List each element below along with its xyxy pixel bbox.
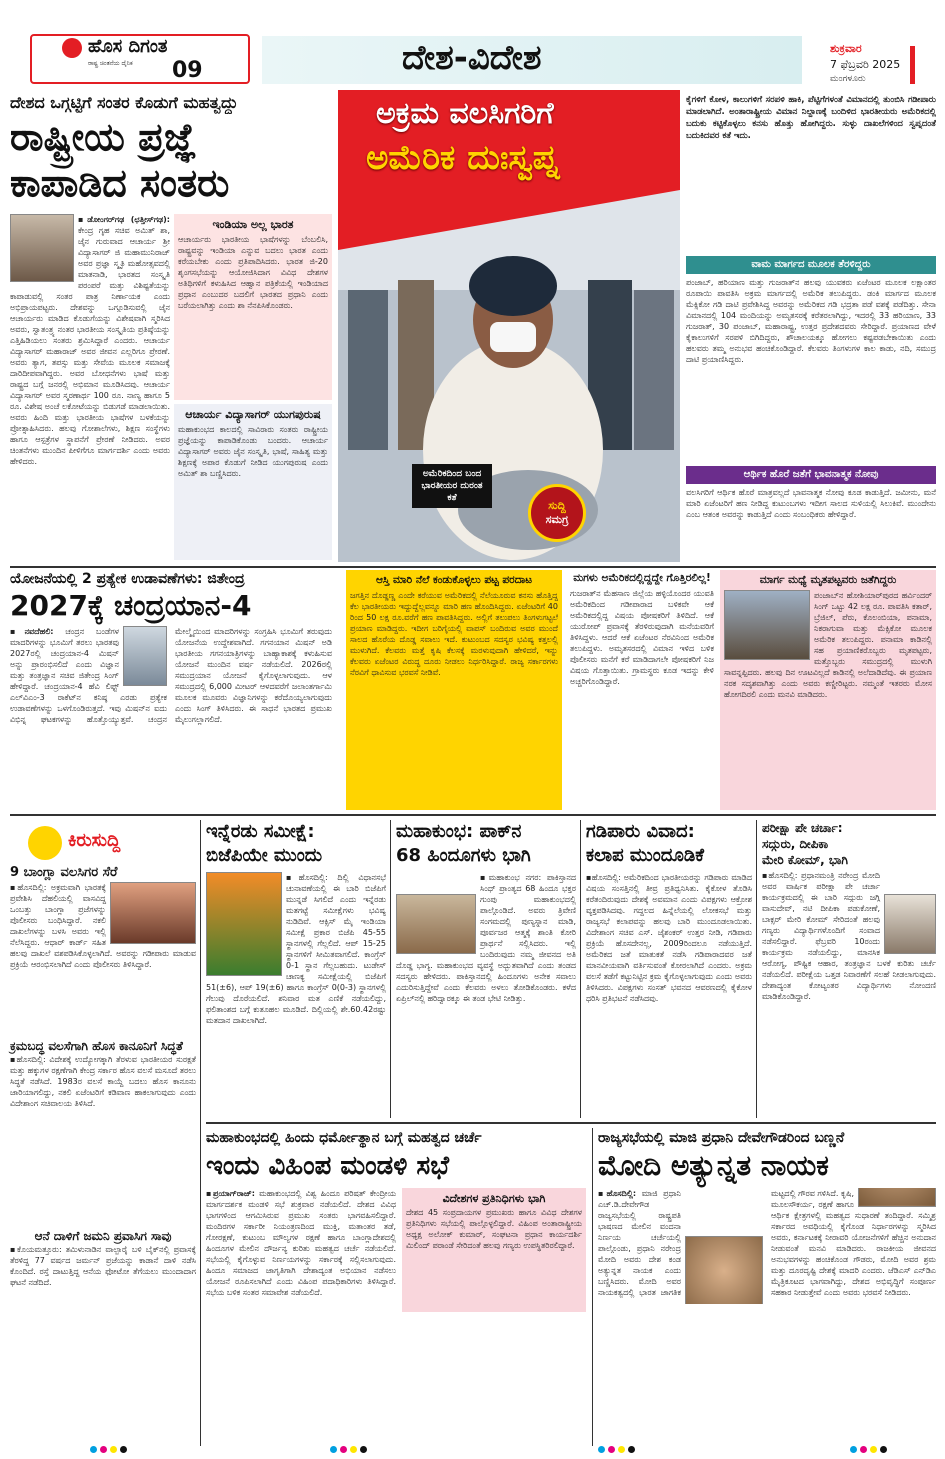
daughter-box [568,570,716,810]
rule-v3 [580,820,581,1118]
property-title: ಆಸ್ತಿ ಮಾರಿ ನೆಲೆ ಕಂಡುಕೊಳ್ಳಲು ಪಟ್ಟ ಪರದಾಟ [375,574,533,586]
property-body: ಜಗತ್ತಿನ ದೊಡ್ಡಣ್ಣ ಎಂದೇ ಕರೆಯುವ ಅಮೆರಿಕದಲ್ಲಿ ನೆಲೆಯೂರುವ ಕನಸು ಹೊತ್ತಿದ್ದ ಕೆಲ ಭಾರತೀಯರು ಇದ್ದುದ್ದೆಲ್ಲವನ್ನೂ ಮಾರಿ ಹಣ ಹೊಂದಿಸಿದ್ದರು. ಏಜೆಂಟರಿಗೆ 40 ರಿಂದ 50 ಲಕ್ಷ ರೂ.ವರೆಗೆ ಹಣ ಪಾವತಿಸಿದ್ದರು. ಅಲ್ಲಿಗೆ ತಲುಪಲು ತಿಂಗಳುಗಟ್ಟಲೆ ಪ್ರಯಾಣ ಮಾಡಿದ್ದರು. ಇದೀಗ ಬರಿಗೈಯಲ್ಲಿ ವಾಪಸ್ ಬಂದಿರುವ ಅವರ ಮುಂದೆ ಸಾಲದ ಹೊರೆಯ ದೊಡ್ಡ ಸವಾಲು ಇದೆ. ಕುಟುಂಬದ ಸದಸ್ಯರ ಭವಿಷ್ಯ ಕತ್ತಲಲ್ಲಿ ಮುಳುಗಿದೆ. ಕೆಲವರು ಮತ್ತೆ ಕೃಷಿ ಕೆಲಸಕ್ಕೆ ಮರಳುವುದಾಗಿ ಹೇಳಿದರೆ, ಇನ್ನು ಕೆಲವರು ಏಜೆಂಟರ ವಿರುದ್ಧ ದೂರು ನೀಡಲು ನಿರ್ಧರಿಸಿದ್ದಾರೆ. ರಾಜ್ಯ ಸರ್ಕಾರಗಳು ನೆರವಿಗೆ ಧಾವಿಸುವ ಭರವಸೆ ನೀಡಿವೆ. [350,591,558,677]
moon-body: ಚಂದ್ರನ ಬಂಡೆಗಳ ಮಾದರಿಗಳನ್ನು ಭೂಮಿಗೆ ತರಲು ಭಾರತವು 2027ರಲ್ಲಿ ಚಂದ್ರಯಾನ-4 ಮಿಷನ್ ಅನ್ನು ಪ್ರಾರಂಭಿಸಲಿದೆ ಎಂದು ವಿಜ್ಞಾನ ಮತ್ತು ತಂತ್ರಜ್ಞಾನ ಸಚಿವ ಜಿತೇಂದ್ರ ಸಿಂಗ್ ಹೇಳಿದ್ದಾರೆ. ಚಂದ್ರಯಾನ-4 ಹೆವಿ ಲಿಫ್ಟ್ ಎಲ್‌ವಿಎಂ-3 ರಾಕೆಟ್‌ನ ಕನಿಷ್ಠ ಎರಡು ಪ್ರತ್ಯೇಕ ಉಡಾವಣೆಗಳನ್ನು ಒಳಗೊಂಡಿರುತ್ತದೆ. ಇವು ಮಿಷನ್‌ನ ಐದು ವಿಭಿನ್ನ ಘಟಕಗಳನ್ನು ಹೊತ್ತೊಯ್ಯುತ್ತವೆ. ಚಂದ್ರನ ಮೇಲ್ಮೈಯಿಂದ ಮಾದರಿಗಳನ್ನು ಸಂಗ್ರಹಿಸಿ ಭೂಮಿಗೆ ತರುವುದು ಯೋಜನೆಯ ಉದ್ದೇಶವಾಗಿದೆ. ಗಗನಯಾನ ಮಿಷನ್ ಅಡಿ ಭಾರತೀಯ ಗಗನಯಾತ್ರಿಗಳನ್ನು ಬಾಹ್ಯಾಕಾಶಕ್ಕೆ ಕಳುಹಿಸುವ ಯೋಜನೆ ಮುಂದಿನ ವರ್ಷ ನಡೆಯಲಿದೆ. 2026ರಲ್ಲಿ ಸಮುದ್ರಯಾನ ಯೋಜನೆ ಕೈಗೊಳ್ಳಲಾಗುವುದು. ಆಳ ಸಮುದ್ರದಲ್ಲಿ 6,000 ಮೀಟರ್ ಆಳದವರೆಗೆ ಜಲಾಂತರ್ಗಾಮಿ ಮೂಲಕ ಮೂವರು ವಿಜ್ಞಾನಿಗಳನ್ನು ಕರೆದೊಯ್ಯಲಾಗುವುದು ಎಂದು ಸಿಂಗ್ ತಿಳಿಸಿದರು. ಈ ಸಾಧನೆ ಭಾರತದ ಪ್ರಮುಖ ಮೈಲುಗಲ್ಲಾಗಲಿದೆ. [10,627,332,724]
delhi-poll-story [206,820,386,1118]
deve-headline: ಮೋದಿ ಅತ್ಯುನ್ನತ ನಾಯಕ [598,1149,829,1182]
logo-emblem-icon [62,38,82,58]
property-box [346,570,562,810]
america-photo-caption [412,464,492,508]
masthead-red-bar [910,46,915,84]
kumbh-photo [396,894,476,954]
kiru-item-1-title: 9 ಬಾಂಗ್ಲಾ ವಲಸಿಗರ ಸೆರೆ [10,865,118,880]
america-photo-block [338,90,680,562]
kumbh-pak-headline-1: ಮಹಾಕುಂಭ: ಪಾಕ್‌ನ [396,821,522,842]
kumbh-pak-body: ▪ಮಹಾಕುಂಭ ನಗರ: ಪಾಕಿಸ್ತಾನದ ಸಿಂಧ್ ಪ್ರಾಂತ್ಯದ 68 ಹಿಂದೂ ಭಕ್ತರ ಗುಂಪು ಮಹಾಕುಂಭದಲ್ಲಿ ಪಾಲ್ಗೊಂಡಿದೆ. ಅವರು ತ್ರಿವೇಣಿ ಸಂಗಮದಲ್ಲಿ ಪುಣ್ಯಸ್ನಾನ ಮಾಡಿ, ಪೂರ್ವಜರ ಆತ್ಮಕ್ಕೆ ಶಾಂತಿ ಕೋರಿ ಪ್ರಾರ್ಥನೆ ಸಲ್ಲಿಸಿದರು. ಇಲ್ಲಿ ಬಂದಿರುವುದು ನಮ್ಮ ಜೀವನದ ಅತಿ ದೊಡ್ಡ ಭಾಗ್ಯ. ಮಹಾಕುಂಭದ ವ್ಯವಸ್ಥೆ ಅದ್ಭುತವಾಗಿದೆ ಎಂದು ತಂಡದ ಸದಸ್ಯರು ಹೇಳಿದರು. ಪಾಕಿಸ್ತಾನದಲ್ಲಿ ಹಿಂದೂಗಳು ಅನೇಕ ಸವಾಲು ಎದುರಿಸುತ್ತಿದ್ದೇವೆ ಎಂದು ಕೆಲವರು ಅಳಲು ತೋಡಿಕೊಂಡರು. ಕಳೆದ ಏಪ್ರಿಲ್‌ನಲ್ಲಿ ಹರಿದ್ವಾರಕ್ಕೂ ಈ ತಂಡ ಭೇಟಿ ನೀಡಿತ್ತು. [396,873,576,1003]
america-caption-text: ಅಮೆರಿಕದಿಂದ ಬಂದ ಭಾರತೀಯರ ದುರಂತ ಕತೆ [421,469,483,503]
bjp-rally-photo [206,872,282,976]
santh-headline-2: ಕಾಪಾಡಿದ ಸಂತರು [10,161,230,205]
santh-headline-1: ರಾಷ್ಟ್ರೀಯ ಪ್ರಜ್ಞೆ [10,115,197,159]
rule-2 [10,814,936,816]
pariksha-headline-3: ಮೇರಿ ಕೋಮ್, ಭಾಗಿ [762,853,848,867]
print-dots-left [90,1446,127,1453]
delhi-poll-headline-1: ಇನ್ನೆರಡು ಸಮೀಕ್ಷೆ: [206,821,315,842]
rocket-photo [123,626,167,686]
route-photo [724,590,810,660]
megaphone-icon [28,826,62,860]
deport-headline-1: ಗಡಿಪಾರು ವಿವಾದ: [586,821,695,842]
santh-dateline: ▪ಡೋಂಗರ್‌ಗಢ (ಛತ್ತೀಸ್‌ಗಢ): [78,215,170,224]
arthika-body: ವಲಸಿಗರಿಗೆ ಆರ್ಥಿಕ ಹೊರೆ ಮಾತ್ರವಲ್ಲದೆ ಭಾವನಾತ್ಮಕ ನೋವು ಕೂಡ ಕಾಡುತ್ತಿದೆ. ಜಮೀನು, ಮನೆ ಮಾರಿ ಏಜೆಂಟರಿಗೆ ಹಣ ನೀಡಿದ್ದ ಕುಟುಂಬಗಳು ಇದೀಗ ಸಾಲದ ಸುಳಿಯಲ್ಲಿ ಸಿಲುಕಿವೆ. ಮುಂದೇನು ಎಂಬ ಆತಂಕ ಅವರನ್ನು ಕಾಡುತ್ತಿದೆ ಎಂದು ಸಂಬಂಧಿಕರು ಹೇಳಿದ್ದಾರೆ. [686,488,936,519]
print-dots-far-right [850,1446,887,1453]
route-title: ಮಾರ್ಗ ಮಧ್ಯೆ ಮೃತಪಟ್ಟವರು ಜತೆಗಿದ್ದರು [759,574,897,586]
arthika-title-bar [686,466,936,484]
samagra-badge [528,484,586,542]
santh-body: ಕೇಂದ್ರ ಗೃಹ ಸಚಿವ ಅಮಿತ್ ಶಾ, ಜೈನ ಗುರುವಾದ ಆಚಾರ್ಯ ಶ್ರೀ ವಿದ್ಯಾಸಾಗರ್ ಜಿ ಮಹಾಮುನಿರಾಜ್ ಅವರ ಪ್ರಜ್ಞಾ ಸ್ಮೃತಿ ಮಹೋತ್ಸವದಲ್ಲಿ ಮಾತನಾಡಿ, ಭಾರತದ ಸಂಸ್ಕೃತಿ ಪರಂಪರೆ ಮತ್ತು ವಿಶಿಷ್ಟತೆಯನ್ನು ಕಾಪಾಡುವಲ್ಲಿ ಸಂತರ ಪಾತ್ರ ನಿರ್ಣಾಯಕ ಎಂದು ಅಭಿಪ್ರಾಯಪಟ್ಟರು. ದೇಶವನ್ನು ಒಗ್ಗೂಡಿಸುವಲ್ಲಿ ಜೈನ ಆಚಾರ್ಯರು ಮಾಡಿದ ಕೊಡುಗೆಯನ್ನು ವಿಶೇಷವಾಗಿ ಸ್ಮರಿಸಿದ ಅವರು, ಸ್ವಾತಂತ್ರ್ಯ ನಂತರ ಭಾರತೀಯ ಸಂಸ್ಕೃತಿಯ ಪ್ರತಿಷ್ಠೆಯನ್ನು ಎತ್ತಿಹಿಡಿಯಲು ಸಂತರು ಶ್ರಮಿಸಿದ್ದಾರೆ ಎಂದರು. ಆಚಾರ್ಯ ವಿದ್ಯಾಸಾಗರ್ ಮಹಾರಾಜ್ ಅವರ ಜೀವನ ಎಲ್ಲರಿಗೂ ಪ್ರೇರಣೆ. ಅವರು ತ್ಯಾಗ, ತಪಸ್ಸು ಮತ್ತು ಸೇವೆಯ ಮೂಲಕ ಸಮಾಜಕ್ಕೆ ದಾರಿದೀಪವಾಗಿದ್ದರು. ಅವರ ಬೋಧನೆಗಳು ಭಾಷೆ ಮತ್ತು ರಾಷ್ಟ್ರದ ಬಗ್ಗೆ ಜನರಲ್ಲಿ ಅಭಿಮಾನ ಮೂಡಿಸಿದವು. ಆಚಾರ್ಯ ವಿದ್ಯಾಸಾಗರ್ ಅವರ ಸ್ಮರಣಾರ್ಥ 100 ರೂ. ನಾಣ್ಯ ಹಾಗೂ 5 ರೂ. ವಿಶೇಷ ಅಂಚೆ ಲಕೋಟೆಯನ್ನು ಬಿಡುಗಡೆ ಮಾಡಲಾಯಿತು. ಅವರು ಹಿಂದಿ ಮತ್ತು ಭಾರತೀಯ ಭಾಷೆಗಳ ಬಳಕೆಯನ್ನು ಪ್ರೋತ್ಸಾಹಿಸಿದರು. ಹಲವು ಗೋಶಾಲೆಗಳು, ಶಿಕ್ಷಣ ಸಂಸ್ಥೆಗಳು ಹಾಗೂ ಆಸ್ಪತ್ರೆಗಳ ಸ್ಥಾಪನೆಗೆ ಪ್ರೇರಣೆ ನೀಡಿದರು. ಅವರ ಚಿಂತನೆಗಳು ಮುಂದಿನ ಪೀಳಿಗೆಗೂ ಮಾರ್ಗದರ್ಶಿ ಎಂದು ಅವರು ಹೇಳಿದರು. [10,226,170,466]
vhp-dateline: ▪ಪ್ರಯಾಗ್‌ರಾಜ್: [206,1189,256,1198]
kiru-item-1-photo [110,882,196,944]
santh-story [10,92,332,562]
vhp-story [206,1128,586,1446]
moon-kicker: ಯೋಜನೆಯಲ್ಲಿ 2 ಪ್ರತ್ಯೇಕ ಉಡಾವಣೆಗಳು: ಜಿತೇಂದ್ರ [10,571,245,587]
vhp-delegates-box [402,1188,586,1312]
kiru-item-2-body: ▪ಹೊಸದಿಲ್ಲಿ: ವಿದೇಶಕ್ಕೆ ಉದ್ಯೋಗಕ್ಕಾಗಿ ತೆರಳುವ ಭಾರತೀಯರ ಸುರಕ್ಷತೆ ಮತ್ತು ಹಕ್ಕುಗಳ ರಕ್ಷಣೆಗಾಗಿ ಕೇಂದ್ರ ಸರ್ಕಾರ ಹೊಸ ವಲಸೆ ಮಸೂದೆ ತರಲು ಸಿದ್ಧತೆ ನಡೆಸಿದೆ. 1983ರ ವಲಸೆ ಕಾಯ್ದೆ ಬದಲು ಹೊಸ ಕಾನೂನು ಜಾರಿಯಾಗಲಿದ್ದು, ನಕಲಿ ಏಜೆಂಟರಿಗೆ ಕಡಿವಾಣ ಹಾಕಲಾಗುವುದು ಎಂದು ವಿದೇಶಾಂಗ ಸಚಿವಾಲಯ ತಿಳಿಸಿದೆ. [10,1055,196,1108]
badge-line-2: ಸಮಗ್ರ [545,513,569,526]
vama-body: ಪಂಜಾಬ್, ಹರಿಯಾಣ ಮತ್ತು ಗುಜರಾತ್‌ನ ಹಲವು ಯುವಕರು ಏಜೆಂಟರ ಮೂಲಕ ಲಕ್ಷಾಂತರ ರೂಪಾಯಿ ಪಾವತಿಸಿ ಅಕ್ರಮ ಮಾರ್ಗದಲ್ಲಿ ಅಮೆರಿಕ ತಲುಪಿದ್ದರು. ಡಂಕಿ ಮಾರ್ಗದ ಮೂಲಕ ಮೆಕ್ಸಿಕೋ ಗಡಿ ದಾಟಿ ಪ್ರವೇಶಿಸಿದ್ದ ಅವರನ್ನು ಅಮೆರಿಕದ ಗಡಿ ಭದ್ರತಾ ಪಡೆ ವಶಕ್ಕೆ ಪಡೆದಿತ್ತು. ಸೇನಾ ವಿಮಾನದಲ್ಲಿ 104 ಮಂದಿಯನ್ನು ಅಮೃತಸರಕ್ಕೆ ಕರೆತರಲಾಗಿದ್ದು, ಇದರಲ್ಲಿ 33 ಹರಿಯಾಣ, 33 ಗುಜರಾತ್, 30 ಪಂಜಾಬ್, ಮಹಾರಾಷ್ಟ್ರ, ಉತ್ತರ ಪ್ರದೇಶದವರು ಸೇರಿದ್ದಾರೆ. ಪ್ರಯಾಣದ ವೇಳೆ ಕೈಕಾಲುಗಳಿಗೆ ಸರಪಳಿ ಬಿಗಿದಿದ್ದರು, ಶೌಚಾಲಯಕ್ಕೂ ಹೋಗಲು ಕಷ್ಟಪಡಬೇಕಾಯಿತು ಎಂದು ಹಲವರು ತಮ್ಮ ಅನುಭವ ಹಂಚಿಕೊಂಡಿದ್ದಾರೆ. ಕೆಲವರು ತಿಂಗಳುಗಳ ಕಾಲ ಕಾಡು, ನದಿ, ಸಮುದ್ರ ದಾಟಿ ಪ್ರಯಾಣಿಸಿದ್ದರು. [686,278,936,364]
deport-headline-2: ಕಲಾಪ ಮುಂದೂಡಿಕೆ [586,845,705,866]
amit-shah-photo [10,214,74,282]
masthead-day: ಶುಕ್ರವಾರ [830,42,862,55]
vama-title-bar [686,256,936,274]
moon-story [10,570,332,810]
vama-box [686,256,936,456]
yugapurusha-body: ಮಹಾಕುಂಭದ ಕಾಲದಲ್ಲಿ ಸಾವಿರಾರು ಸಂತರು ರಾಷ್ಟ್ರೀಯ ಪ್ರಜ್ಞೆಯನ್ನು ಕಾಪಾಡಿಕೊಂಡು ಬಂದರು. ಆಚಾರ್ಯ ವಿದ್ಯಾಸಾಗರ್ ಅವರು ಜೈನ ಸಂಸ್ಕೃತಿ, ಭಾಷೆ, ಸಾಹಿತ್ಯ ಮತ್ತು ಶಿಕ್ಷಣಕ್ಕೆ ಅಪಾರ ಕೊಡುಗೆ ನೀಡಿದ ಯುಗಪುರುಷ ಎಂದು ಅಮಿತ್ ಶಾ ಬಣ್ಣಿಸಿದರು. [178,425,328,478]
kiru-item-1-body: ▪ಹೊಸದಿಲ್ಲಿ: ಅಕ್ರಮವಾಗಿ ಭಾರತಕ್ಕೆ ಪ್ರವೇಶಿಸಿ ದೆಹಲಿಯಲ್ಲಿ ವಾಸವಿದ್ದ ಒಂಬತ್ತು ಬಾಂಗ್ಲಾ ಪ್ರಜೆಗಳನ್ನು ಪೊಲೀಸರು ಬಂಧಿಸಿದ್ದಾರೆ. ನಕಲಿ ದಾಖಲೆಗಳನ್ನು ಬಳಸಿ ಅವರು ಇಲ್ಲಿ ನೆಲೆಸಿದ್ದರು. ಆಧಾರ್ ಕಾರ್ಡ್ ಸಹಿತ ಹಲವು ದಾಖಲೆ ವಶಪಡಿಸಿಕೊಳ್ಳಲಾಗಿದೆ. ಅವರನ್ನು ಗಡೀಪಾರು ಮಾಡುವ ಪ್ರಕ್ರಿಯೆ ಆರಂಭಿಸಲಾಗಿದೆ ಎಂದು ಪೊಲೀಸರು ತಿಳಿಸಿದ್ದಾರೆ. [10,883,196,969]
rule-v1 [200,820,201,1446]
vhp-box-body: ದೇಶದ 45 ಸಂಪ್ರದಾಯಗಳ ಪ್ರಮುಖರು ಹಾಗೂ ವಿವಿಧ ದೇಶಗಳ ಪ್ರತಿನಿಧಿಗಳು ಸಭೆಯಲ್ಲಿ ಪಾಲ್ಗೊಳ್ಳಲಿದ್ದಾರೆ. ವಿಹಿಂಪ ಅಂತಾರಾಷ್ಟ್ರೀಯ ಅಧ್ಯಕ್ಷ ಅಲೋಕ್ ಕುಮಾರ್, ಸಂಘಟನಾ ಪ್ರಧಾನ ಕಾರ್ಯದರ್ಶಿ ಮಿಲಿಂದ್ ಪರಾಂಡೆ ಸೇರಿದಂತೆ ಹಲವು ಗಣ್ಯರು ಉಪಸ್ಥಿತರಿರಲಿದ್ದಾರೆ. [406,1208,582,1250]
delhi-poll-body: ▪ಹೊಸದಿಲ್ಲಿ: ದಿಲ್ಲಿ ವಿಧಾನಸಭೆ ಚುನಾವಣೆಯಲ್ಲಿ ಈ ಬಾರಿ ಬಿಜೆಪಿಗೆ ಮುನ್ನಡೆ ಸಿಗಲಿದೆ ಎಂದು ಇನ್ನೆರಡು ಮತಗಟ್ಟೆ ಸಮೀಕ್ಷೆಗಳು ಭವಿಷ್ಯ ನುಡಿದಿವೆ. ಆಕ್ಸಿಸ್ ಮೈ ಇಂಡಿಯಾ ಸಮೀಕ್ಷೆ ಪ್ರಕಾರ ಬಿಜೆಪಿ 45-55 ಸ್ಥಾನಗಳಲ್ಲಿ ಗೆಲ್ಲಲಿದೆ. ಆಪ್ 15-25 ಸ್ಥಾನಗಳಿಗೆ ಸೀಮಿತವಾಗಲಿದೆ. ಕಾಂಗ್ರೆಸ್ 0-1 ಸ್ಥಾನ ಗೆಲ್ಲಬಹುದು. ಟುಡೇಸ್ ಚಾಣಕ್ಯ ಸಮೀಕ್ಷೆಯಲ್ಲಿ ಬಿಜೆಪಿಗೆ 51(±6), ಆಪ್ 19(±6) ಹಾಗೂ ಕಾಂಗ್ರೆಸ್ 0(0-3) ಸ್ಥಾನಗಳಲ್ಲಿ ಗೆಲುವು ದೊರೆಯಲಿದೆ. ಶನಿವಾರ ಮತ ಎಣಿಕೆ ನಡೆಯಲಿದ್ದು, ಫಲಿತಾಂಶದ ಬಗ್ಗೆ ಕುತೂಹಲ ಮೂಡಿದೆ. ದಿಲ್ಲಿಯಲ್ಲಿ ಶೇ.60.42ರಷ್ಟು ಮತದಾನ ದಾಖಲಾಗಿದೆ. [206,873,386,1025]
rule-1 [10,566,936,568]
kiru-logo-text: ಕಿರುಸುದ್ದಿ [68,830,121,851]
india-bharat-body: ಆಚಾರ್ಯರು ಭಾರತೀಯ ಭಾಷೆಗಳನ್ನು ಬೆಂಬಲಿಸಿ, ರಾಷ್ಟ್ರವನ್ನು ಇಂಡಿಯಾ ಎನ್ನುವ ಬದಲು ಭಾರತ ಎಂದು ಕರೆಯಬೇಕು ಎಂದು ಪ್ರತಿಪಾದಿಸಿದರು. ಭಾರತ ಜಿ-20 ಶೃಂಗಸಭೆಯನ್ನು ಆಯೋಜಿಸಿದಾಗ ವಿವಿಧ ದೇಶಗಳ ಅತಿಥಿಗಳಿಗೆ ಕಳುಹಿಸಿದ ಆಹ್ವಾನ ಪತ್ರಿಕೆಯಲ್ಲಿ ಇಂಡಿಯಾದ ಪ್ರಧಾನ ಎಂಬುದರ ಬದಲಿಗೆ ಭಾರತದ ಪ್ರಧಾನಿ ಎಂದು ಬರೆಯಲಾಗಿತ್ತು ಎಂದು ಶಾ ನೆನಪಿಸಿಕೊಂಡರು. [178,235,328,310]
kumbh-pak-story [396,820,576,1118]
moon-headline: 2027ಕ್ಕೆ ಚಂದ್ರಯಾನ-4 [10,589,252,622]
india-bharat-box [174,214,332,400]
vama-title: ವಾಮ ಮಾರ್ಗದ ಮೂಲಕ ತೆರಳಿದ್ದರು [751,259,871,270]
rule-v4 [756,820,757,1118]
kumbh-pak-headline-2: 68 ಹಿಂದೂಗಳು ಭಾಗಿ [396,845,531,866]
rule-3 [206,1122,936,1124]
sadhguru-photo [884,894,936,954]
delhi-poll-headline-2: ಬಿಜೆಪಿಯೇ ಮುಂದು [206,845,323,866]
arthika-box [686,466,936,562]
vhp-kicker: ಮಹಾಕುಂಭದಲ್ಲಿ ಹಿಂದು ಧರ್ಮೋತ್ಥಾನ ಬಗ್ಗೆ ಮಹತ್ವದ ಚರ್ಚೆ [206,1130,482,1146]
print-dots-right [598,1446,635,1453]
pariksha-headline-2: ಸದ್ಗುರು, ದೀಪಿಕಾ [762,837,829,851]
kiru-item-3-title: ಆನೆ ದಾಳಿಗೆ ಜಮನಿ ಪ್ರವಾಸಿಗ ಸಾವು [34,1229,172,1243]
daughter-title: ಮಗಳು ಅಮೆರಿಕದಲ್ಲಿದ್ದದ್ದೇ ಗೊತ್ತಿರಲಿಲ್ಲ! [573,572,711,584]
daughter-body: ಗುಜರಾತ್‌ನ ಮೆಹಸಾಣ ಜಿಲ್ಲೆಯ ಹಳ್ಳಿಯೊಂದರ ಯುವತಿ ಅಮೆರಿಕದಿಂದ ಗಡೀಪಾರಾದ ಬಳಿಕವೇ ಆಕೆ ಅಮೆರಿಕದಲ್ಲಿದ್ದ ವಿಷಯ ಪೋಷಕರಿಗೆ ತಿಳಿದಿದೆ. ಆಕೆ ಯುರೋಪ್ ಪ್ರವಾಸಕ್ಕೆ ತೆರಳಿರುವುದಾಗಿ ಮನೆಯವರಿಗೆ ತಿಳಿಸಿದ್ದಳು. ಆದರೆ ಆಕೆ ಏಜೆಂಟರ ನೆರವಿನಿಂದ ಅಮೆರಿಕ ತಲುಪಿದ್ದಳು. ಅಮೃತಸರದಲ್ಲಿ ವಿಮಾನ ಇಳಿದ ಬಳಿಕ ಪೊಲೀಸರು ಮನೆಗೆ ಕರೆ ಮಾಡಿದಾಗಲೇ ಪೋಷಕರಿಗೆ ನಿಜ ವಿಷಯ ಗೊತ್ತಾಯಿತು. ಗ್ರಾಮಸ್ಥರು ಕೂಡ ಇದನ್ನು ಕೇಳಿ ಅಚ್ಚರಿಗೊಂಡಿದ್ದಾರೆ. [570,589,714,686]
america-intro: ಕೈಗಳಿಗೆ ಕೋಳ, ಕಾಲುಗಳಿಗೆ ಸರಪಳಿ ಹಾಕಿ, ಪೆಟ್ಟಿಗೆಗಳಂತೆ ವಿಮಾನದಲ್ಲಿ ತುಂಬಿಸಿ ಗಡೀಪಾರು ಮಾಡಲಾಗಿದೆ. ಅಂತಾರಾಷ್ಟ್ರೀಯ ವಿಮಾನ ನಿಲ್ದಾಣಕ್ಕೆ ಬಂದಿಳಿದ ಭಾರತೀಯರು ಅಮೆರಿಕದಲ್ಲಿ ಬದುಕು ಕಟ್ಟಿಕೊಳ್ಳಲು ಕನಸು ಹೊತ್ತು ಹೋಗಿದ್ದರು. ಸುಳ್ಳು ದಾಖಲೆಗಳಿಂದ ಸ್ವಪ್ನದಂತೆ ಬದುಕಿದವರ ಕತೆ ಇದು. [686,95,936,141]
section-title: ದೇಶ-ವಿದೇಶ [402,38,542,78]
arthika-title: ಆರ್ಥಿಕ ಹೊರೆ ಜತೆಗೆ ಭಾವನಾತ್ಮಕ ನೋವು [743,469,879,480]
deve-body: ಮಾಜಿ ಪ್ರಧಾನಿ ಎಚ್.ಡಿ.ದೇವೇಗೌಡ ರಾಜ್ಯಸಭೆಯಲ್ಲಿ ರಾಷ್ಟ್ರಪತಿ ಭಾಷಣದ ಮೇಲಿನ ವಂದನಾ ನಿರ್ಣಯ ಚರ್ಚೆಯಲ್ಲಿ ಪಾಲ್ಗೊಂಡು, ಪ್ರಧಾನಿ ನರೇಂದ್ರ ಮೋದಿ ಅವರು ದೇಶ ಕಂಡ ಅತ್ಯುನ್ನತ ನಾಯಕ ಎಂದು ಬಣ್ಣಿಸಿದರು. ಮೋದಿ ಅವರ ನಾಯಕತ್ವದಲ್ಲಿ ಭಾರತ ಜಾಗತಿಕ ಮಟ್ಟದಲ್ಲಿ ಗೌರವ ಗಳಿಸಿದೆ. ಕೃಷಿ, ಮೂಲಸೌಕರ್ಯ, ರಕ್ಷಣೆ ಹಾಗೂ ಆರ್ಥಿಕ ಕ್ಷೇತ್ರಗಳಲ್ಲಿ ಮಹತ್ವದ ಸುಧಾರಣೆ ತಂದಿದ್ದಾರೆ. ಸಮ್ಮಿಶ್ರ ಸರ್ಕಾರದ ಅವಧಿಯಲ್ಲಿ ಕೈಗೊಂಡ ನಿರ್ಧಾರಗಳನ್ನು ಸ್ಮರಿಸಿದ ಅವರು, ಕರ್ನಾಟಕಕ್ಕೆ ನೀರಾವರಿ ಯೋಜನೆಗಳಿಗೆ ಹೆಚ್ಚಿನ ಅನುದಾನ ನೀಡುವಂತೆ ಮನವಿ ಮಾಡಿದರು. ರಾಜಕೀಯ ಜೀವನದ ಅನುಭವಗಳನ್ನು ಹಂಚಿಕೊಂಡ ಗೌಡರು, ಮೋದಿ ಅವರ ಶ್ರಮ ಮತ್ತು ದೂರದೃಷ್ಟಿ ದೇಶಕ್ಕೆ ಮಾದರಿ ಎಂದರು. ಜೆಡಿಎಸ್ ಎನ್‌ಡಿಎ ಮೈತ್ರಿಕೂಟದ ಭಾಗವಾಗಿದ್ದು, ದೇಶದ ಅಭಿವೃದ್ಧಿಗೆ ಸಂಪೂರ್ಣ ಸಹಕಾರ ನೀಡುತ್ತೇವೆ ಎಂದು ಅವರು ಭರವಸೆ ನೀಡಿದರು. [598,1189,936,1297]
deve-story [598,1128,936,1446]
deve-dateline: ▪ಹೊಸದಿಲ್ಲಿ: [598,1189,637,1198]
moon-dateline: ▪ನವದೆಹಲಿ: [10,627,54,636]
page-number: 09 [172,58,203,83]
santh-left-column [10,214,170,560]
america-headline-2: ಅಮೆರಿಕ ದುಃಸ್ವಪ್ನ [366,138,559,178]
section-banner [262,36,802,84]
masthead-date: 7 ಫೆಬ್ರವರಿ 2025 [830,58,901,71]
santh-kicker: ದೇಶದ ಒಗ್ಗಟ್ಟಿಗೆ ಸಂತರ ಕೊಡುಗೆ ಮಹತ್ವದ್ದು [10,93,238,112]
masthead-logo-box [30,34,250,84]
logo-tagline: ರಾಷ್ಟ್ರ ಚಿಂತನೆಯ ದೈನಿಕ [88,60,133,67]
america-headline-1: ಅಕ್ರಮ ವಲಸಿಗರಿಗೆ [376,96,554,131]
pariksha-body: ▪ಹೊಸದಿಲ್ಲಿ: ಪ್ರಧಾನಮಂತ್ರಿ ನರೇಂದ್ರ ಮೋದಿ ಅವರ ವಾರ್ಷಿಕ ಪರೀಕ್ಷಾ ಪೇ ಚರ್ಚಾ ಕಾರ್ಯಕ್ರಮದಲ್ಲಿ ಈ ಬಾರಿ ಸದ್ಗುರು ಜಗ್ಗಿ ವಾಸುದೇವ್, ನಟಿ ದೀಪಿಕಾ ಪಡುಕೋಣೆ, ಬಾಕ್ಸರ್ ಮೇರಿ ಕೋಮ್ ಸೇರಿದಂತೆ ಹಲವು ಗಣ್ಯರು ವಿದ್ಯಾರ್ಥಿಗಳೊಂದಿಗೆ ಸಂವಾದ ನಡೆಸಲಿದ್ದಾರೆ. ಫೆಬ್ರವರಿ 10ರಂದು ಕಾರ್ಯಕ್ರಮ ನಡೆಯಲಿದ್ದು, ಮಾನಸಿಕ ಆರೋಗ್ಯ, ಪೌಷ್ಟಿಕ ಆಹಾರ, ತಂತ್ರಜ್ಞಾನ ಬಳಕೆ ಕುರಿತು ಚರ್ಚೆ ನಡೆಯಲಿದೆ. ಪರೀಕ್ಷೆಯ ಒತ್ತಡ ನಿವಾರಣೆಗೆ ಸಲಹೆ ನೀಡಲಾಗುವುದು. ದೇಶಾದ್ಯಂತ ಕೋಟ್ಯಂತರ ವಿದ್ಯಾರ್ಥಿಗಳು ನೋಂದಣಿ ಮಾಡಿಕೊಂಡಿದ್ದಾರೆ. [762,871,936,1001]
kiru-column [10,820,196,1446]
rule-v5 [592,1128,593,1446]
kiru-logo [10,820,196,864]
logo-text: ಹೊಸ ದಿಗಂತ [88,36,168,57]
route-box [720,570,936,810]
vhp-box-title: ವಿದೇಶಗಳ ಪ್ರತಿನಿಧಿಗಳು ಭಾಗಿ [442,1192,546,1205]
print-dots-mid [330,1446,367,1453]
vhp-body: ಮಹಾಕುಂಭದಲ್ಲಿ ವಿಶ್ವ ಹಿಂದೂ ಪರಿಷತ್ ಕೇಂದ್ರೀಯ ಮಾರ್ಗದರ್ಶಕ ಮಂಡಳಿ ಸಭೆ ಶುಕ್ರವಾರ ನಡೆಯಲಿದೆ. ದೇಶದ ವಿವಿಧ ಭಾಗಗಳಿಂದ ಆಗಮಿಸಿರುವ ಪ್ರಮುಖ ಸಂತರು ಭಾಗವಹಿಸಲಿದ್ದಾರೆ. ಮಂದಿರಗಳ ಸರ್ಕಾರೀ ನಿಯಂತ್ರಣದಿಂದ ಮುಕ್ತಿ, ಮತಾಂತರ ತಡೆ, ಗೋರಕ್ಷಣೆ, ಕುಟುಂಬ ಮೌಲ್ಯಗಳ ರಕ್ಷಣೆ ಹಾಗೂ ಬಾಂಗ್ಲಾದೇಶದಲ್ಲಿ ಹಿಂದೂಗಳ ಮೇಲಿನ ದೌರ್ಜನ್ಯ ಕುರಿತು ಮಹತ್ವದ ಚರ್ಚೆ ನಡೆಯಲಿದೆ. ಸಭೆಯಲ್ಲಿ ಕೈಗೊಳ್ಳುವ ನಿರ್ಣಯಗಳನ್ನು ಸರ್ಕಾರಕ್ಕೆ ಸಲ್ಲಿಸಲಾಗುವುದು. ಹಿಂದೂ ಸಮಾಜದ ಜಾಗೃತಿಗಾಗಿ ದೇಶಾದ್ಯಂತ ಅಭಿಯಾನ ನಡೆಸಲು ಯೋಜನೆ ರೂಪಿಸಲಾಗಿದೆ ಎಂದು ವಿಹಿಂಪ ಪದಾಧಿಕಾರಿಗಳು ತಿಳಿಸಿದ್ದಾರೆ. ಸಭೆಯ ಬಳಿಕ ಸಂತರ ಸಮಾವೇಶ ನಡೆಯಲಿದೆ. [206,1189,396,1297]
route-body: ಪಂಜಾಬ್‌ನ ಹೋಶಿಯಾರ್‌ಪುರದ ಹರ್ವಿಂದರ್ ಸಿಂಗ್ ಒಟ್ಟು 42 ಲಕ್ಷ ರೂ. ಪಾವತಿಸಿ ಕತಾರ್, ಬ್ರೆಜಿಲ್, ಪೆರು, ಕೊಲಂಬಿಯಾ, ಪನಾಮಾ, ನಿಕರಾಗುವಾ ಮತ್ತು ಮೆಕ್ಸಿಕೋ ಮೂಲಕ ಅಮೆರಿಕ ತಲುಪಿದ್ದರು. ಪನಾಮಾ ಕಾಡಿನಲ್ಲಿ ಸಹ ಪ್ರಯಾಣಿಕರೊಬ್ಬರು ಮೃತಪಟ್ಟರು, ಮತ್ತೊಬ್ಬರು ಸಮುದ್ರದಲ್ಲಿ ಮುಳುಗಿ ಸಾವನ್ನಪ್ಪಿದರು. ಹಲವು ದಿನ ಊಟವಿಲ್ಲದೆ ಕಾಡಿನಲ್ಲಿ ಅಲೆದಾಡಿದೆವು. ಈ ಪ್ರಯಾಣ ನರಕ ಸದೃಶವಾಗಿತ್ತು ಎಂದು ಅವರು ಕಣ್ಣೀರಿಟ್ಟರು. ನಮ್ಮಂತೆ ಇತರರು ಮೋಸ ಹೋಗದಿರಲಿ ಎಂದು ಮನವಿ ಮಾಡಿದರು. [724,591,932,699]
yugapurusha-box [174,404,332,560]
masthead [0,0,945,88]
yugapurusha-title: ಆಚಾರ್ಯ ವಿದ್ಯಾಸಾಗರ್ ಯುಗಪುರುಷ [185,408,321,421]
deport-body: ▪ಹೊಸದಿಲ್ಲಿ: ಅಮೆರಿಕದಿಂದ ಭಾರತೀಯರನ್ನು ಗಡಿಪಾರು ಮಾಡಿದ ವಿಷಯ ಸಂಸತ್ತಿನಲ್ಲಿ ತೀವ್ರ ಪ್ರತಿಧ್ವನಿಸಿತು. ಕೈಕೋಳ ತೊಡಿಸಿ ಕರೆತಂದಿರುವುದು ದೇಶಕ್ಕೆ ಅವಮಾನ ಎಂದು ವಿಪಕ್ಷಗಳು ಆಕ್ರೋಶ ವ್ಯಕ್ತಪಡಿಸಿದವು. ಗದ್ದಲದ ಹಿನ್ನೆಲೆಯಲ್ಲಿ ಲೋಕಸಭೆ ಮತ್ತು ರಾಜ್ಯಸಭೆ ಕಲಾಪವನ್ನು ಹಲವು ಬಾರಿ ಮುಂದೂಡಲಾಯಿತು. ವಿದೇಶಾಂಗ ಸಚಿವ ಎಸ್. ಜೈಶಂಕರ್ ಉತ್ತರ ನೀಡಿ, ಗಡಿಪಾರು ಪ್ರಕ್ರಿಯೆ ಹೊಸದೇನಲ್ಲ, 2009ರಿಂದಲೂ ನಡೆಯುತ್ತಿದೆ. ಅಮೆರಿಕದ ಜತೆ ಮಾತುಕತೆ ನಡೆಸಿ ಗಡಿಪಾರಾದವರ ಜತೆ ಮಾನವೀಯವಾಗಿ ವರ್ತಿಸುವಂತೆ ಕೋರಲಾಗಿದೆ ಎಂದರು. ಅಕ್ರಮ ವಲಸೆ ತಡೆಗೆ ಕಟ್ಟುನಿಟ್ಟಿನ ಕ್ರಮ ಕೈಗೊಳ್ಳಲಾಗುವುದು ಎಂದು ಅವರು ತಿಳಿಸಿದರು. ವಿಪಕ್ಷಗಳು ಸಂಸತ್ ಭವನದ ಆವರಣದಲ್ಲಿ ಕೈಕೋಳ ಧರಿಸಿ ಪ್ರತಿಭಟನೆ ನಡೆಸಿದವು. [586,873,752,1003]
pariksha-headline-1: ಪರೀಕ್ಷಾ ಪೇ ಚರ್ಚಾ: [762,821,843,835]
kiru-item-2-title: ಕ್ರಮಬದ್ಧ ವಲಸೆಗಾಗಿ ಹೊಸ ಕಾನೂನಿಗೆ ಸಿದ್ಧತೆ [10,1039,183,1053]
rule-v2 [390,820,391,1118]
pariksha-story [762,820,936,1118]
badge-line-1: ಸುದ್ದಿ [548,499,566,512]
deve-kicker: ರಾಜ್ಯಸಭೆಯಲ್ಲಿ ಮಾಜಿ ಪ್ರಧಾನಿ ದೇವೇಗೌಡರಿಂದ ಬಣ್ಣನೆ [598,1130,845,1146]
deport-row-story [586,820,752,1118]
masthead-city: ಮಂಗಳೂರು [830,74,866,84]
vhp-headline: ಇಂದು ವಿಹಿಂಪ ಮಂಡಳಿ ಸಭೆ [206,1151,450,1181]
india-bharat-title: ಇಂಡಿಯಾ ಅಲ್ಲ ಭಾರತ [212,218,294,231]
kiru-item-3-body: ▪ಕೊಯಮತ್ತೂರು: ತಮಿಳುನಾಡಿನ ವಾಲ್ಪಾರೈ ಬಳಿ ಬೈಕ್‌ನಲ್ಲಿ ಪ್ರವಾಸಕ್ಕೆ ತೆರಳಿದ್ದ 77 ವರ್ಷದ ಜರ್ಮನ್ ಪ್ರಜೆಯನ್ನು ಕಾಡಾನೆ ದಾಳಿ ನಡೆಸಿ ಕೊಂದಿದೆ. ರಸ್ತೆ ದಾಟುತ್ತಿದ್ದ ಆನೆಯ ಫೋಟೋ ತೆಗೆಯಲು ಮುಂದಾದಾಗ ಘಟನೆ ನಡೆದಿದೆ. [10,1245,196,1287]
